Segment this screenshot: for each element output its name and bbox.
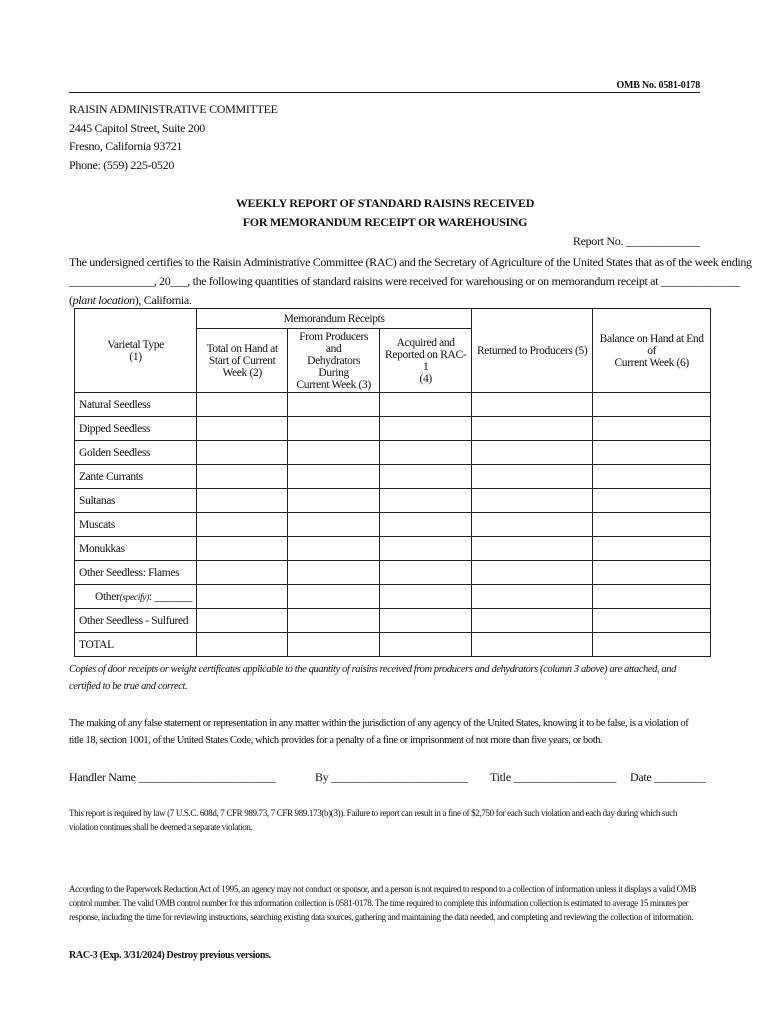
entry-cell[interactable] <box>593 561 711 585</box>
entry-cell[interactable] <box>197 489 288 513</box>
entry-cell[interactable] <box>197 585 288 609</box>
row-label: TOTAL <box>75 633 197 657</box>
form-title-line2: FOR MEMORANDUM RECEIPT OR WAREHOUSING <box>242 215 528 229</box>
entry-cell[interactable] <box>380 441 472 465</box>
entry-cell[interactable] <box>197 417 288 441</box>
header-from-producers: From Producers and Dehydrators During Current Week (3) <box>288 329 380 393</box>
header-total-on-hand: Total on Hand at Start of Current Week (2) <box>197 329 288 393</box>
omb-number: OMB No. 0581-0178 <box>616 80 700 91</box>
table-row <box>75 441 711 465</box>
table-body <box>75 393 711 657</box>
entry-cell[interactable] <box>593 489 711 513</box>
form-title-line1: WEEKLY REPORT OF STANDARD RAISINS RECEIVED <box>235 196 535 210</box>
certification-text <box>69 253 752 310</box>
table-row <box>75 513 711 537</box>
table-row <box>75 609 711 633</box>
table-row <box>75 465 711 489</box>
entry-cell[interactable] <box>288 393 380 417</box>
plant-location-label: plant location <box>72 293 135 307</box>
city-address: Fresno, California 93721 <box>69 139 183 153</box>
entry-cell[interactable] <box>472 417 593 441</box>
paperwork-note: According to the Paperwork Reduction Act of 1995, an agency may not conduct or sponsor, and a person is not required to respond to a collection of information unless it displays a valid OMB control number. The valid OMB control number for this information collection is 0581-0178. The time required to complete this information collection is estimated to average 15 minutes per response, including the time for reviewing instructions, searching existing data sources, gathering and maintaining the data needed, and completing and reviewing the collection of information. <box>69 884 697 922</box>
entry-cell[interactable] <box>288 633 380 657</box>
entry-cell[interactable] <box>380 465 472 489</box>
entry-cell[interactable] <box>197 537 288 561</box>
entry-cell[interactable] <box>288 489 380 513</box>
entry-cell[interactable] <box>472 561 593 585</box>
entry-cell[interactable] <box>288 513 380 537</box>
certification-line3: (plant location), California. <box>69 293 192 307</box>
entry-cell[interactable] <box>288 585 380 609</box>
receipts-note: Copies of door receipts or weight certificates applicable to the quantity of raisins received from producers and dehydrators (column 3 above) are attached, and certified to be true and correct. <box>69 664 676 692</box>
entry-cell[interactable] <box>593 633 711 657</box>
entry-cell[interactable] <box>197 441 288 465</box>
row-label: Sultanas <box>75 489 197 513</box>
entry-cell[interactable] <box>593 393 711 417</box>
entry-cell[interactable] <box>197 633 288 657</box>
entry-cell[interactable] <box>380 537 472 561</box>
row-label-other-specify: Other(specify): _______ <box>75 585 197 609</box>
header-returned: Returned to Producers (5) <box>472 309 593 393</box>
table-row <box>75 585 711 609</box>
entry-cell[interactable] <box>472 585 593 609</box>
org-name: RAISIN ADMINISTRATIVE COMMITTEE <box>69 102 278 116</box>
entry-cell[interactable] <box>197 465 288 489</box>
entry-cell[interactable] <box>288 441 380 465</box>
street-address: 2445 Capitol Street, Suite 200 <box>69 120 205 135</box>
header-acquired: Acquired and Reported on RAC-1 (4) <box>380 329 472 393</box>
row-label: Monukkas <box>75 537 197 561</box>
entry-cell[interactable] <box>197 513 288 537</box>
false-statement-note: The making of any false statement or representation in any matter within the jurisdiction of any agency of the United States, knowing it to be false, is a violation of title 18, section 1001, of the United States Code, which provides for a penalty of a fine or imprisonment of not more than five years, or both. <box>69 718 689 746</box>
certification-line2[interactable]: _______________, 20___, the following quantities of standard raisins were received for warehousing or on memorandum receipt at ______________ <box>69 274 740 288</box>
row-label: Dipped Seedless <box>75 417 197 441</box>
table-row <box>75 633 711 657</box>
entry-cell[interactable] <box>472 393 593 417</box>
table-row <box>75 537 711 561</box>
entry-cell[interactable] <box>380 633 472 657</box>
entry-cell[interactable] <box>288 561 380 585</box>
entry-cell[interactable] <box>197 561 288 585</box>
entry-cell[interactable] <box>380 561 472 585</box>
entry-cell[interactable] <box>288 609 380 633</box>
entry-cell[interactable] <box>472 537 593 561</box>
row-label: Zante Currants <box>75 465 197 489</box>
by-field[interactable]: By ________________________ <box>315 770 468 784</box>
row-label: Muscats <box>75 513 197 537</box>
law-note: This report is required by law (7 U.S.C. 608d, 7 CFR 989.73, 7 CFR 989.173(b)(3)). Failure to report can result in a fine of $2,750 for each such violation and each day during which such violation continues shall be deemed a separate violation. <box>69 808 678 832</box>
date-field[interactable]: Date _________ <box>630 770 706 784</box>
address-block <box>69 100 278 174</box>
row-label: Natural Seedless <box>75 393 197 417</box>
receipts-table <box>74 308 711 657</box>
entry-cell[interactable] <box>288 417 380 441</box>
entry-cell[interactable] <box>197 609 288 633</box>
entry-cell[interactable] <box>380 585 472 609</box>
entry-cell[interactable] <box>472 609 593 633</box>
entry-cell[interactable] <box>472 489 593 513</box>
header-balance: Balance on Hand at End of Current Week (6) <box>593 309 711 393</box>
entry-cell[interactable] <box>593 513 711 537</box>
entry-cell[interactable] <box>197 393 288 417</box>
entry-cell[interactable] <box>593 465 711 489</box>
entry-cell[interactable] <box>593 609 711 633</box>
table-row <box>75 489 711 513</box>
table-row <box>75 417 711 441</box>
table-row <box>75 561 711 585</box>
form-footer: RAC-3 (Exp. 3/31/2024) Destroy previous versions. <box>69 950 271 961</box>
entry-cell[interactable] <box>380 513 472 537</box>
entry-cell[interactable] <box>593 441 711 465</box>
entry-cell[interactable] <box>472 633 593 657</box>
header-memorandum-receipts: Memorandum Receipts <box>197 309 472 329</box>
title-field[interactable]: Title __________________ <box>490 770 617 784</box>
row-label: Other Seedless: Flames <box>75 561 197 585</box>
handler-name-field[interactable]: Handler Name ________________________ <box>69 770 276 784</box>
table-row <box>75 393 711 417</box>
entry-cell[interactable] <box>472 465 593 489</box>
entry-cell[interactable] <box>380 393 472 417</box>
entry-cell[interactable] <box>288 537 380 561</box>
entry-cell[interactable] <box>472 441 593 465</box>
entry-cell[interactable] <box>472 513 593 537</box>
top-rule <box>69 92 700 93</box>
entry-cell[interactable] <box>593 417 711 441</box>
row-label: Other Seedless - Sulfured <box>75 609 197 633</box>
entry-cell[interactable] <box>288 465 380 489</box>
entry-cell[interactable] <box>380 489 472 513</box>
entry-cell[interactable] <box>593 585 711 609</box>
report-number-field[interactable]: Report No. _____________ <box>572 234 700 248</box>
phone-number: Phone: (559) 225-0520 <box>69 157 175 172</box>
header-varietal: Varietal Type (1) <box>75 309 197 393</box>
entry-cell[interactable] <box>593 537 711 561</box>
entry-cell[interactable] <box>380 417 472 441</box>
row-label: Golden Seedless <box>75 441 197 465</box>
entry-cell[interactable] <box>380 609 472 633</box>
certification-line1: The undersigned certifies to the Raisin Administrative Committee (RAC) and the Secretary of Agriculture of the United States that as of the week ending <box>69 255 752 269</box>
